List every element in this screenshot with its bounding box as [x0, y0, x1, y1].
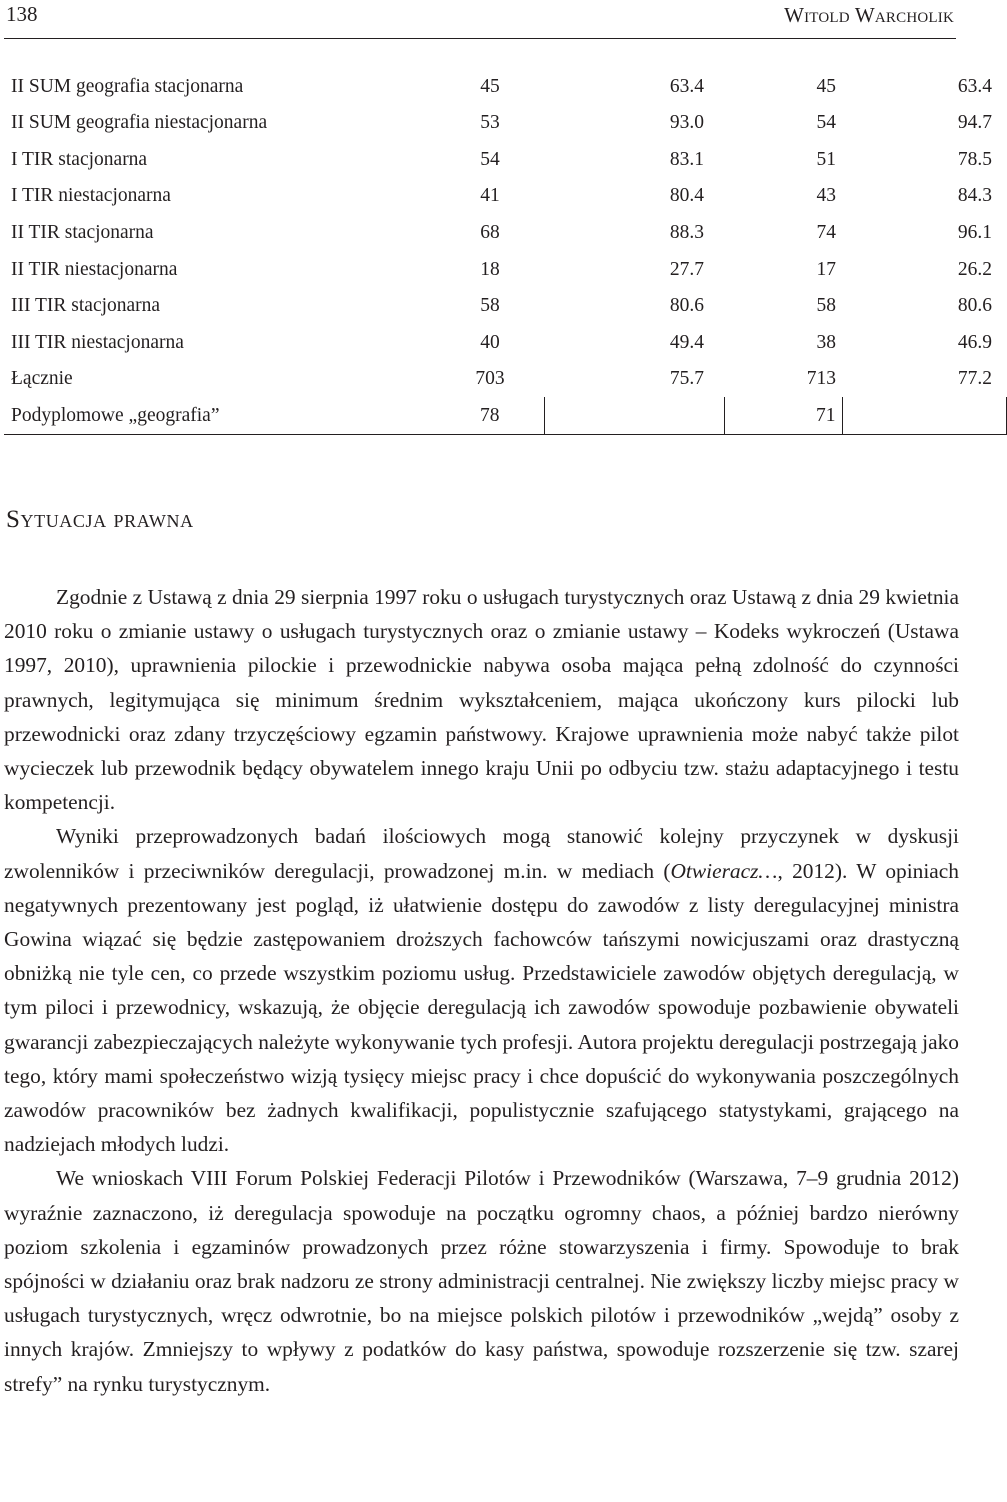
table-cell: 75.7 — [669, 368, 704, 390]
table-row — [4, 324, 1006, 361]
table-cell: 43 — [816, 185, 836, 207]
table-cell: II TIR stacjonarna — [11, 221, 154, 243]
table-cell: 84.3 — [957, 185, 992, 207]
table-cell-empty — [842, 397, 1006, 434]
table-cell: 38 — [816, 331, 836, 353]
table-cell: 80.4 — [669, 185, 704, 207]
table-cell: 18 — [480, 258, 500, 280]
table-cell-empty — [544, 397, 724, 434]
table-cell: I TIR stacjonarna — [11, 148, 148, 170]
page-number: 138 — [6, 2, 38, 26]
table-cell: 78 — [436, 397, 544, 434]
table-cell: 93.0 — [669, 112, 704, 134]
table-cell: 713 — [806, 368, 836, 390]
table-row — [4, 68, 1006, 105]
table-cell: 58 — [480, 295, 500, 317]
table-cell: 94.7 — [957, 112, 992, 134]
table-cell: 74 — [816, 221, 836, 243]
table-cell: 71 — [724, 397, 842, 434]
table-cell: 40 — [480, 331, 500, 353]
table-cell: II SUM geografia stacjonarna — [11, 75, 244, 97]
table-cell: 41 — [480, 185, 500, 207]
table-row — [4, 105, 1006, 142]
table-row — [4, 361, 1006, 398]
table-cell: II SUM geografia niestacjonarna — [11, 112, 268, 134]
citation-title: Otwieracz… — [670, 858, 778, 883]
table-cell: 703 — [475, 368, 505, 390]
table-cell: 54 — [480, 148, 500, 170]
table-cell: II TIR niestacjonarna — [11, 258, 178, 280]
section-heading: Sytuacja prawna — [6, 506, 194, 533]
table-row — [4, 141, 1006, 178]
page-header — [4, 0, 956, 39]
table-row — [4, 214, 1006, 251]
table-row — [4, 178, 1006, 215]
paragraph-1: Zgodnie z Ustawą z dnia 29 sierpnia 1997 roku o usługach turystycznych oraz Ustawą z dnia 29 kwietnia 2010 roku o zmianie ustawy o usługach turystycznych oraz o zmianie ustawy – Kodeks wykroczeń (Ustawa 1997, 2010), uprawnienia pilockie i przewodnickie nabywa osoba mająca pełną zdolność do czynności prawnych, legitymująca się minimum średnim wykształceniem, mająca ukończony kurs pilocki lub przewodnicki oraz zdany trzyczęściowy egzamin państwowy. Krajowe uprawnienia może nabyć także pilot wycieczek lub przewodnik będący obywatelem innego kraju Unii po odbyciu tzw. stażu adaptacyjnego i testu kompetencji. — [4, 585, 959, 815]
table-cell: 53 — [480, 112, 500, 134]
table-cell: 26.2 — [957, 258, 992, 280]
paragraph-2-part-a: Wyniki przeprowadzonych badań ilościowych mogą stanowić kolejny przyczynek w dyskusji zwolenników i przeciwników deregulacji, prowadzonej m.in. w mediach ( — [4, 824, 959, 883]
table-cell: 63.4 — [957, 75, 992, 97]
table-cell: 51 — [816, 148, 836, 170]
table-row — [4, 397, 1006, 434]
table-cell: I TIR niestacjonarna — [11, 185, 171, 207]
table-row — [4, 251, 1006, 288]
table-row — [4, 288, 1006, 325]
table-cell: 83.1 — [669, 148, 704, 170]
table-cell: 54 — [816, 112, 836, 134]
table-cell: 58 — [816, 295, 836, 317]
table-cell: 80.6 — [669, 295, 704, 317]
table-cell: 49.4 — [669, 331, 704, 353]
table-cell: 45 — [480, 75, 500, 97]
table-cell: 78.5 — [957, 148, 992, 170]
body-text — [4, 580, 959, 1401]
table-cell: 77.2 — [957, 368, 992, 390]
statistics-table — [4, 68, 1007, 435]
paragraph-2-part-b: , 2012). W opiniach negatywnych prezentowany jest pogląd, iż ułatwienie dostępu do zawodów z listy deregulacyjnej ministra Gowina wiązać się będzie zastępowaniem droższych fachowców tańszymi nowicjuszami oraz drastyczną obniżką nie tyle cen, co przede wszystkim poziomu usług. Przedstawiciele zawodów objętych deregulacją, w tym piloci i przewodnicy, wskazują, że objęcie deregulacją ich zawodów spowoduje pozbawienie obywateli gwarancji zabezpieczających należyte wykonywanie tych profesji. Autora projektu deregulacji postrzegają jako tego, który mami społeczeństwo wizją tysięcy miejsc pracy i chce dopuścić do wykonywania poszczególnych zawodów pracowników bez żadnych kwalifikacji, populistycznie szafującego statystykami, grającego na nadziejach młodych ludzi. — [4, 858, 959, 1157]
table-cell: 63.4 — [669, 75, 704, 97]
table-cell: Podyplomowe „geografia” — [4, 397, 436, 434]
table-cell: 96.1 — [957, 221, 992, 243]
paragraph-3: We wnioskach VIII Forum Polskiej Federacji Pilotów i Przewodników (Warszawa, 7–9 grudnia 2012) wyraźnie zaznaczono, iż deregulacja spowoduje na początku ogromny chaos, a później bardzo nierówny poziom szkolenia i egzaminów prowadzonych przez różne stowarzyszenia i firmy. Spowoduje to brak spójności w działaniu oraz brak nadzoru ze strony administracji centralnej. Nie zwiększy liczby miejsc pracy w usługach turystycznych, wręcz odwrotnie, bo na miejsce polskich pilotów i przewodników „wejdą” osoby z innych krajów. Zmniejszy to wpływy z podatków do kasy państwa, spowoduje rozszerzenie się tzw. szarej strefy” na rynku turystycznym. — [4, 1166, 959, 1396]
table-cell: 27.7 — [669, 258, 704, 280]
paragraph-2 — [4, 819, 959, 1161]
running-head-author: Witold Warcholik — [784, 3, 954, 27]
table-cell: 80.6 — [957, 295, 992, 317]
table-cell: 68 — [480, 221, 500, 243]
table-cell: Łącznie — [11, 368, 73, 390]
table-cell: 45 — [816, 75, 836, 97]
table-cell: 88.3 — [669, 221, 704, 243]
table-cell: 17 — [816, 258, 836, 280]
table-cell: III TIR niestacjonarna — [11, 331, 184, 353]
table-cell: 46.9 — [957, 331, 992, 353]
table-cell: III TIR stacjonarna — [11, 295, 161, 317]
